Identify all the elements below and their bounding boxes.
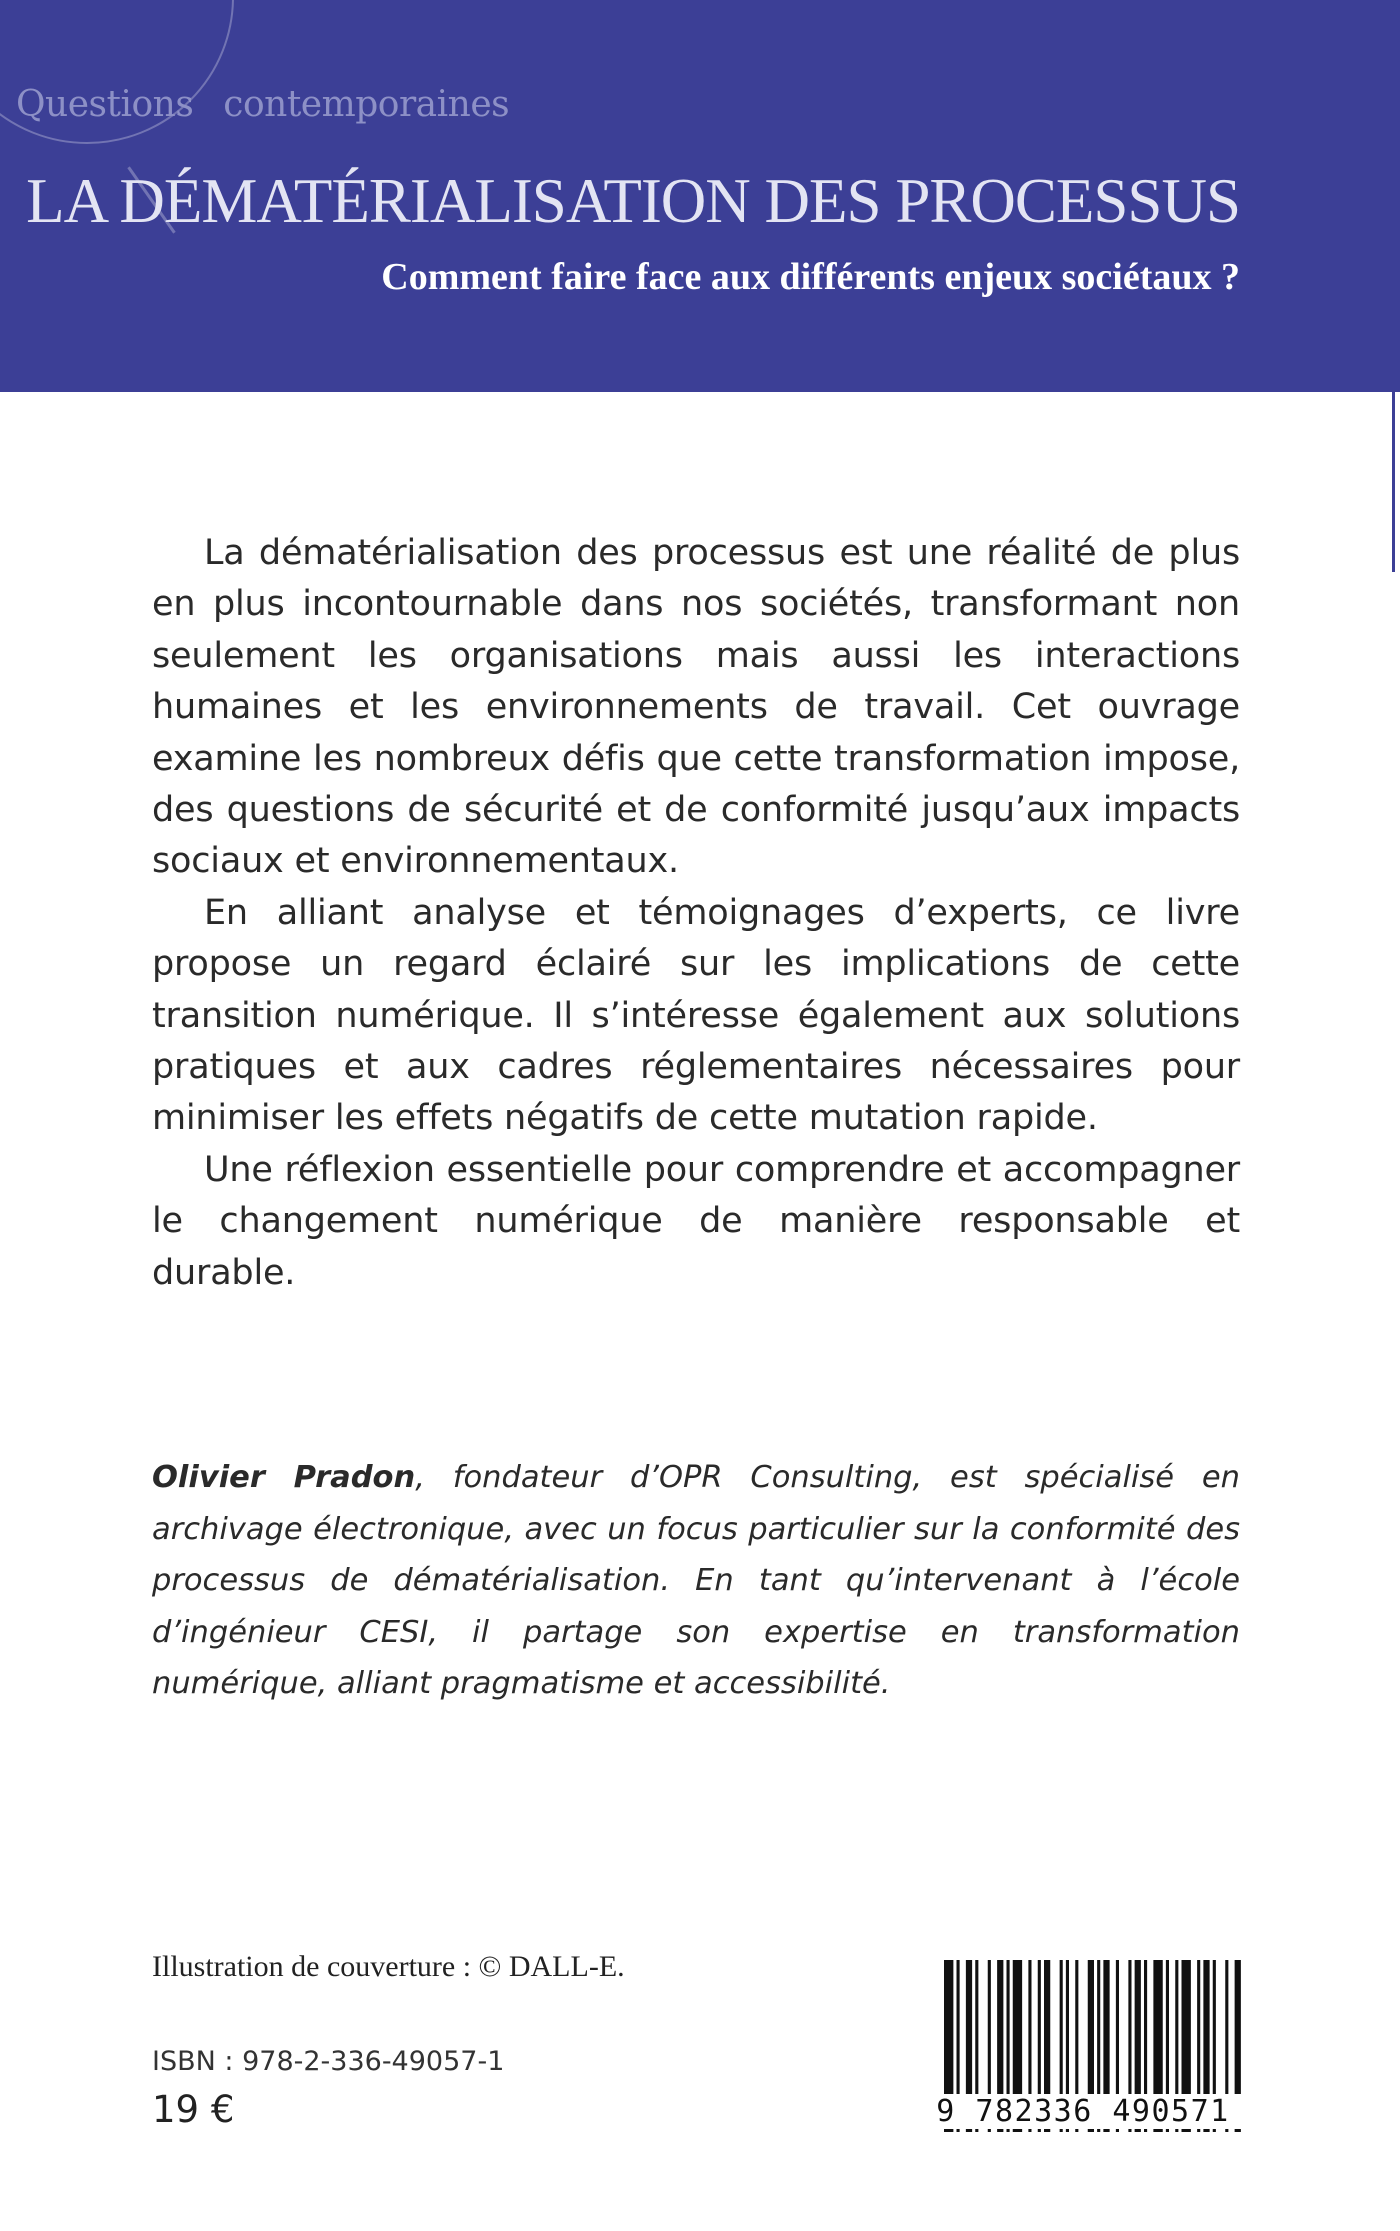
- price: 19 €: [152, 2088, 235, 2131]
- series-word-questions: Questions: [16, 84, 194, 125]
- blurb-paragraph: Une réflexion essentielle pour comprendre et accompagner le changement numérique de manière responsable et durable.: [152, 1149, 1240, 1293]
- barcode-number: 9 782336 490571: [918, 2094, 1248, 2129]
- blurb-paragraph: La dématérialisation des processus est une réalité de plus en plus incontournable dans nos sociétés, transformant non seulement les organisations mais aussi les interactions humaines et les environnements de travail. Cet ouvrage examine les nombreux défis que cette transformation impose, des questions de sécurité et de conformité jusqu’aux impacts sociaux et environnementaux.: [152, 533, 1240, 882]
- book-title: LA DÉMATÉRIALISATION DES PROCESSUS: [26, 166, 1240, 236]
- back-cover-blurb: [152, 528, 1240, 1299]
- isbn: ISBN : 978-2-336-49057-1: [152, 2046, 505, 2077]
- author-bio: [152, 1452, 1240, 1710]
- header-band: [0, 0, 1400, 392]
- cover-illustration-credit: Illustration de couverture : © DALL-E.: [152, 1950, 625, 1983]
- author-bio-text: , fondateur d’OPR Consulting, est spécialisé en archivage électronique, avec un focus particulier sur la conformité des processus de dématérialisation. En tant qu’intervenant à l’école d’ingénieur CESI, il partage son expertise en transformation numérique, alliant pragmatisme et accessibilité.: [152, 1460, 1240, 1701]
- spine-edge-rule: [1392, 392, 1395, 572]
- author-name: Olivier Pradon: [152, 1460, 416, 1495]
- book-subtitle: Comment faire face aux différents enjeux sociétaux ?: [381, 256, 1240, 298]
- series-word-contemporaines: contemporaines: [223, 84, 510, 125]
- blurb-paragraph: En alliant analyse et témoignages d’experts, ce livre propose un regard éclairé sur les implications de cette transition numérique. Il s’intéresse également aux solutions pratiques et aux cadres réglementaires nécessaires pour minimiser les effets négatifs de cette mutation rapide.: [152, 892, 1240, 1139]
- series-name: [16, 84, 509, 125]
